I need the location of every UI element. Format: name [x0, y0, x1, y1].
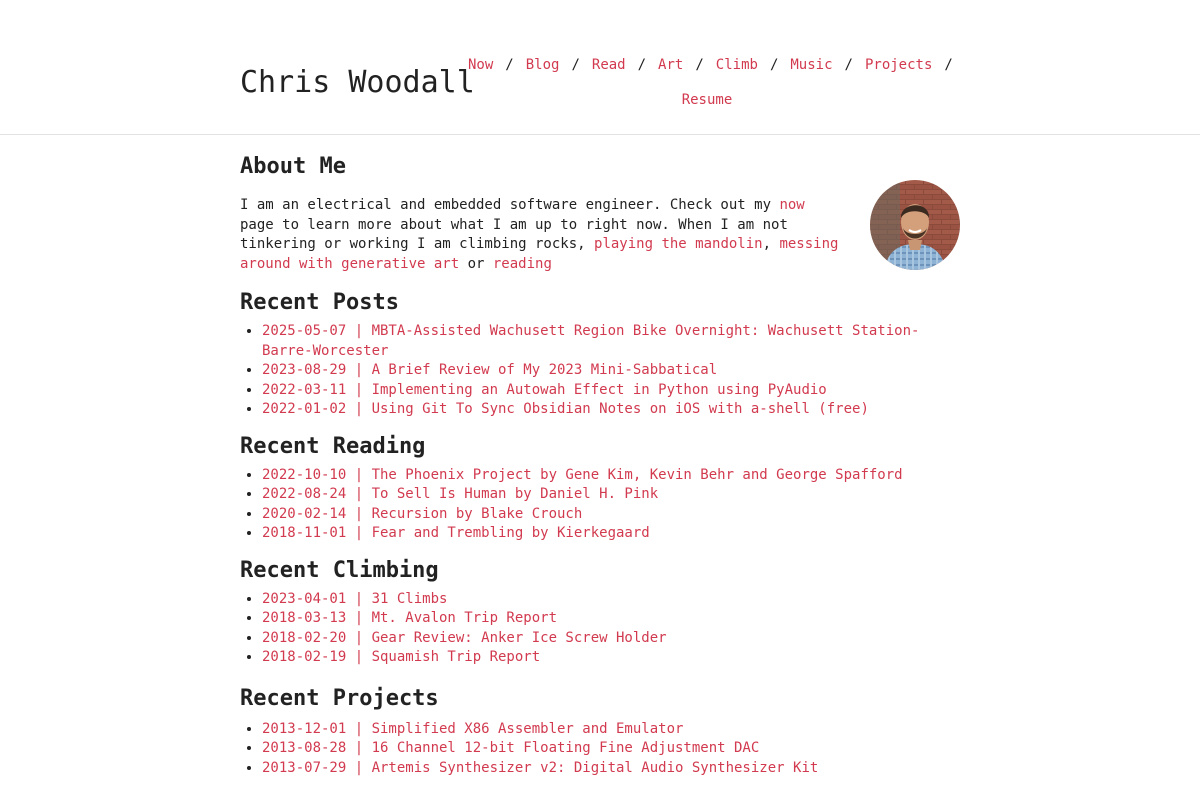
avatar-photo — [870, 180, 960, 270]
nav-art[interactable]: Art — [658, 57, 684, 73]
nav-climb[interactable]: Climb — [715, 57, 758, 73]
list-item — [262, 361, 960, 381]
site-header — [0, 0, 1200, 135]
nav-separator: / — [944, 57, 953, 73]
about-heading: About Me — [240, 154, 346, 179]
list-item — [262, 590, 960, 610]
project-link[interactable]: 2013-12-01 | Simplified X86 Assembler and Emulator — [262, 720, 684, 737]
main-content — [240, 140, 960, 778]
recent-projects-section — [240, 684, 960, 779]
reading-link[interactable]: 2022-08-24 | To Sell Is Human by Daniel H. Pink — [262, 486, 659, 502]
nav-separator: / — [695, 57, 704, 73]
list-item — [262, 609, 960, 629]
about-text — [240, 196, 845, 274]
reading-link[interactable]: 2020-02-14 | Recursion by Blake Crouch — [262, 505, 583, 522]
list-item — [262, 629, 960, 649]
nav-now[interactable]: Now — [468, 57, 494, 73]
post-link[interactable]: 2022-01-02 | Using Git To Sync Obsidian Notes on iOS with a-shell (free) — [262, 401, 869, 417]
list-item — [262, 466, 960, 486]
nav-separator: / — [769, 57, 779, 73]
link-mandolin[interactable]: playing the mandolin — [594, 236, 763, 252]
project-link[interactable]: 2013-07-29 | Artemis Synthesizer v2: Digital Audio Synthesizer Kit — [262, 759, 819, 776]
recent-reading-list — [240, 466, 960, 544]
about-section — [240, 196, 960, 274]
list-item — [262, 720, 960, 740]
post-link[interactable]: 2023-08-29 | A Brief Review of My 2023 Mini-Sabbatical — [262, 362, 718, 378]
recent-projects-list — [240, 720, 960, 779]
main-nav — [468, 48, 953, 118]
nav-separator: / — [505, 57, 514, 73]
list-item — [262, 381, 960, 401]
site-title[interactable]: Chris Woodall — [240, 65, 475, 100]
recent-posts-section — [240, 288, 960, 420]
list-item — [262, 648, 960, 668]
recent-reading-section — [240, 432, 960, 544]
climbing-link[interactable]: 2023-04-01 | 31 Climbs — [262, 590, 448, 607]
list-item — [262, 322, 960, 361]
nav-projects[interactable]: Projects — [864, 57, 933, 73]
about-text-part: , — [762, 236, 780, 252]
climbing-link[interactable]: 2018-02-19 | Squamish Trip Report — [262, 649, 541, 665]
post-link[interactable]: 2022-03-11 | Implementing an Autowah Effect in Python using PyAudio — [262, 381, 827, 398]
nav-separator: / — [637, 57, 647, 73]
about-text-part: or — [459, 255, 493, 272]
recent-climbing-list — [240, 590, 960, 668]
reading-link[interactable]: 2018-11-01 | Fear and Trembling by Kierkegaard — [262, 525, 650, 541]
about-text-part: page to learn more about what I am up to right now. When I am not tinkering or working I am climbing rocks, — [240, 216, 788, 252]
nav-resume[interactable]: Resume — [681, 92, 733, 108]
climbing-link[interactable]: 2018-02-20 | Gear Review: Anker Ice Screw Holder — [262, 629, 667, 646]
list-item — [262, 739, 960, 759]
reading-link[interactable]: 2022-10-10 | The Phoenix Project by Gene Kim, Kevin Behr and George Spafford — [262, 466, 903, 483]
recent-projects-heading: Recent Projects — [240, 685, 439, 711]
post-link[interactable]: 2025-05-07 | MBTA-Assisted Wachusett Region Bike Overnight: Wachusett Station-Barre-Worcester — [262, 323, 920, 359]
project-link[interactable]: 2013-08-28 | 16 Channel 12-bit Floating Fine Adjustment DAC — [262, 740, 760, 756]
nav-blog[interactable]: Blog — [525, 57, 560, 73]
nav-read[interactable]: Read — [591, 57, 626, 73]
recent-posts-heading: Recent Posts — [240, 290, 399, 315]
avatar — [870, 180, 960, 270]
nav-separator: / — [844, 57, 853, 73]
recent-posts-list — [240, 322, 960, 420]
list-item — [262, 759, 960, 779]
climbing-link[interactable]: 2018-03-13 | Mt. Avalon Trip Report — [262, 610, 558, 626]
list-item — [262, 400, 960, 420]
recent-reading-heading: Recent Reading — [240, 433, 426, 459]
link-reading[interactable]: reading — [492, 255, 552, 272]
list-item — [262, 485, 960, 505]
link-generative-art[interactable]: messing around with generative art — [240, 236, 839, 272]
list-item — [262, 524, 960, 544]
recent-climbing-heading: Recent Climbing — [240, 557, 439, 583]
about-text-part: I am an electrical and embedded software engineer. Check out my — [240, 197, 780, 213]
recent-climbing-section — [240, 556, 960, 668]
list-item — [262, 505, 960, 525]
link-now[interactable]: now — [779, 197, 805, 213]
nav-separator: / — [571, 57, 580, 73]
nav-music[interactable]: Music — [790, 57, 833, 73]
